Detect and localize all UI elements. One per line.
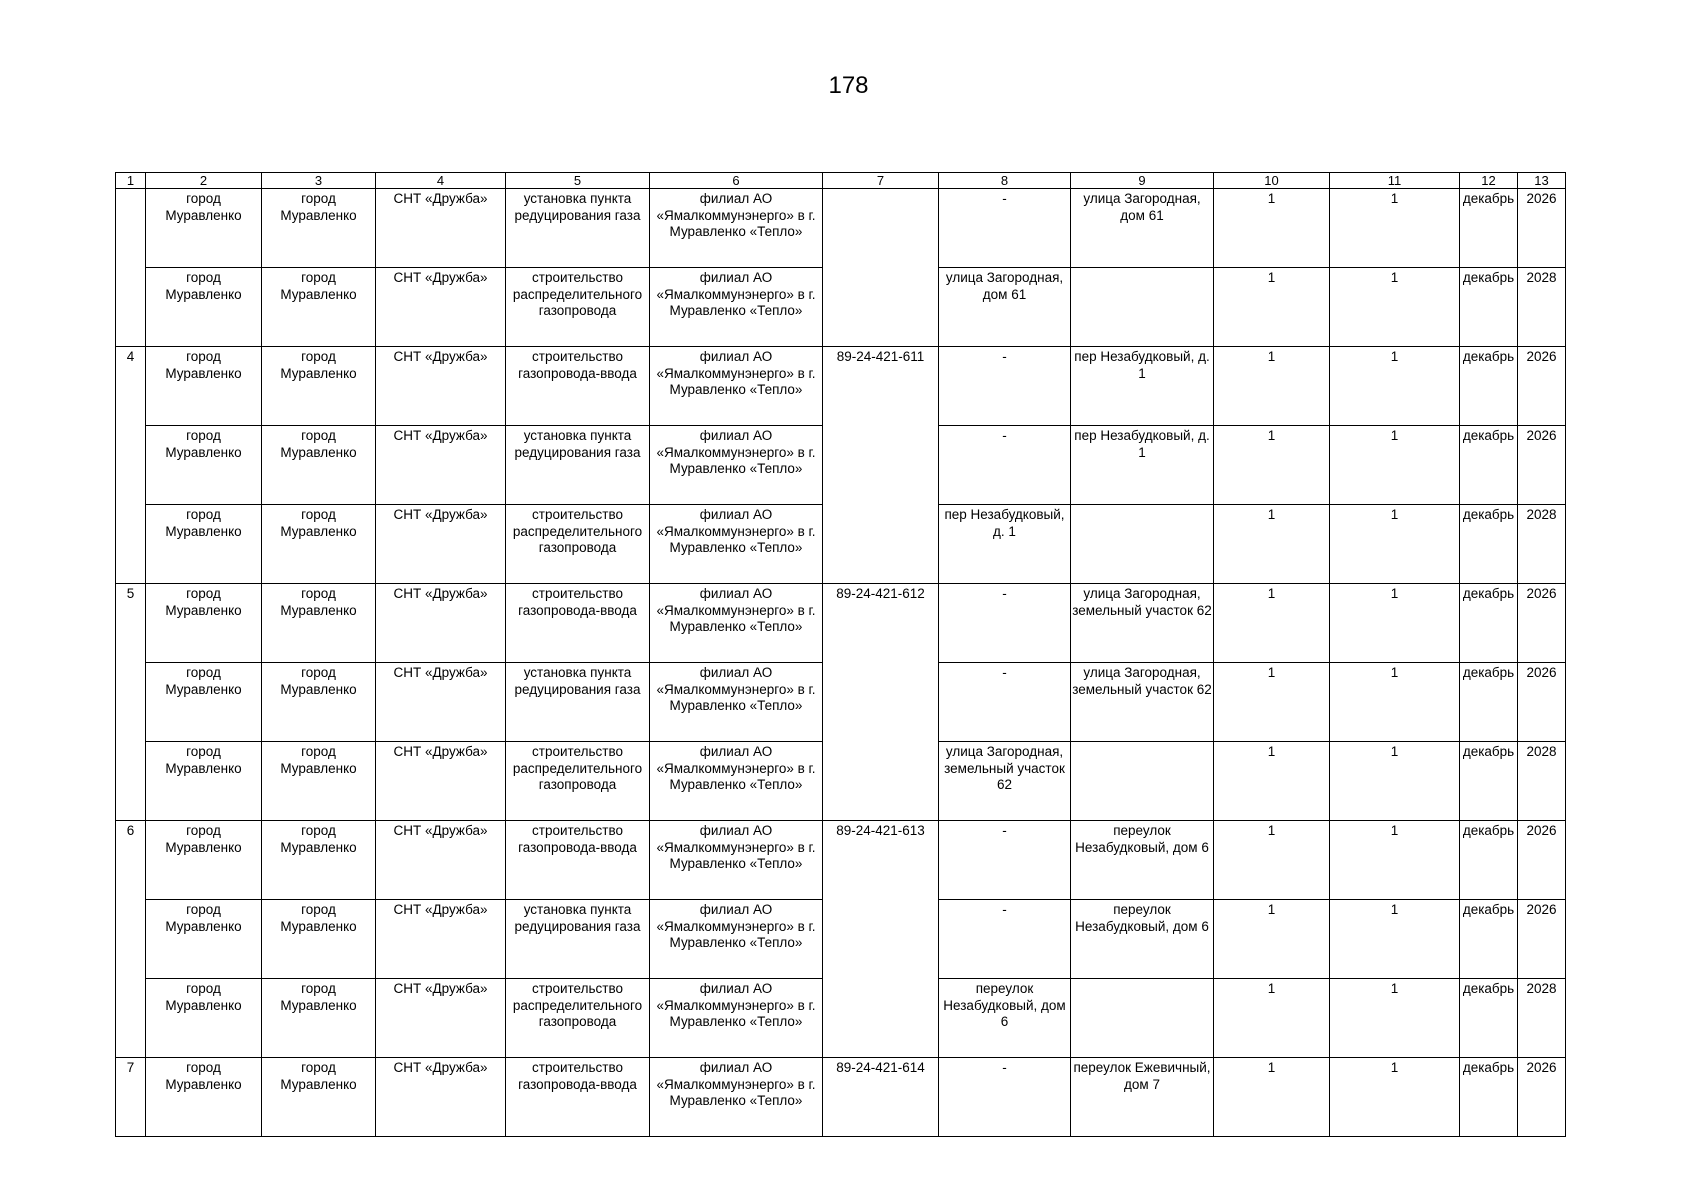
- col11-cell: 1: [1330, 821, 1460, 900]
- column-header: 12: [1460, 173, 1518, 189]
- address-col9-cell: пер Незабудковый, д. 1: [1071, 347, 1214, 426]
- work-type-cell: строительство распределительного газопровода: [506, 268, 650, 347]
- organization-cell: филиал АО «Ямалкоммунэнерго» в г. Муравленко «Тепло»: [650, 505, 823, 584]
- work-type-cell: строительство газопровода-ввода: [506, 821, 650, 900]
- table-row: [116, 426, 1566, 505]
- table-row: [116, 268, 1566, 347]
- column-header: 2: [146, 173, 262, 189]
- settlement-cell: город Муравленко: [262, 189, 376, 268]
- col11-cell: 1: [1330, 979, 1460, 1058]
- snt-cell: СНТ «Дружба»: [376, 426, 506, 505]
- col10-cell: 1: [1214, 742, 1330, 821]
- code-cell: [823, 505, 939, 584]
- work-type-cell: строительство газопровода-ввода: [506, 347, 650, 426]
- code-cell: [823, 742, 939, 821]
- year-cell: 2026: [1518, 821, 1566, 900]
- settlement-cell: город Муравленко: [262, 426, 376, 505]
- data-table: [115, 172, 1566, 1137]
- address-col8-cell: улица Загородная, дом 61: [939, 268, 1071, 347]
- address-col9-cell: улица Загородная, земельный участок 62: [1071, 584, 1214, 663]
- row-number-cell: 7: [116, 1058, 146, 1137]
- address-col8-cell: -: [939, 347, 1071, 426]
- work-type-cell: строительство распределительного газопровода: [506, 979, 650, 1058]
- snt-cell: СНТ «Дружба»: [376, 268, 506, 347]
- year-cell: 2028: [1518, 742, 1566, 821]
- code-cell: [823, 663, 939, 742]
- col11-cell: 1: [1330, 1058, 1460, 1137]
- year-cell: 2026: [1518, 900, 1566, 979]
- municipality-cell: город Муравленко: [146, 426, 262, 505]
- work-type-cell: строительство распределительного газопровода: [506, 505, 650, 584]
- address-col8-cell: -: [939, 821, 1071, 900]
- snt-cell: СНТ «Дружба»: [376, 663, 506, 742]
- snt-cell: СНТ «Дружба»: [376, 900, 506, 979]
- col11-cell: 1: [1330, 742, 1460, 821]
- code-cell: 89-24-421-614: [823, 1058, 939, 1137]
- table-row: [116, 742, 1566, 821]
- month-cell: декабрь: [1460, 663, 1518, 742]
- row-number-cell: [116, 663, 146, 742]
- table-row: [116, 584, 1566, 663]
- month-cell: декабрь: [1460, 426, 1518, 505]
- table-row: [116, 189, 1566, 268]
- settlement-cell: город Муравленко: [262, 347, 376, 426]
- municipality-cell: город Муравленко: [146, 347, 262, 426]
- code-cell: [823, 189, 939, 268]
- col11-cell: 1: [1330, 347, 1460, 426]
- address-col8-cell: переулок Незабудковый, дом 6: [939, 979, 1071, 1058]
- col10-cell: 1: [1214, 900, 1330, 979]
- settlement-cell: город Муравленко: [262, 979, 376, 1058]
- work-type-cell: строительство газопровода-ввода: [506, 1058, 650, 1137]
- address-col9-cell: [1071, 268, 1214, 347]
- code-cell: [823, 979, 939, 1058]
- month-cell: декабрь: [1460, 979, 1518, 1058]
- year-cell: 2026: [1518, 1058, 1566, 1137]
- code-cell: [823, 268, 939, 347]
- row-number-cell: 6: [116, 821, 146, 900]
- municipality-cell: город Муравленко: [146, 900, 262, 979]
- organization-cell: филиал АО «Ямалкоммунэнерго» в г. Муравленко «Тепло»: [650, 742, 823, 821]
- municipality-cell: город Муравленко: [146, 584, 262, 663]
- page-number: 178: [828, 72, 869, 99]
- month-cell: декабрь: [1460, 268, 1518, 347]
- col10-cell: 1: [1214, 821, 1330, 900]
- row-number-cell: [116, 900, 146, 979]
- settlement-cell: город Муравленко: [262, 900, 376, 979]
- organization-cell: филиал АО «Ямалкоммунэнерго» в г. Муравленко «Тепло»: [650, 900, 823, 979]
- col10-cell: 1: [1214, 189, 1330, 268]
- settlement-cell: город Муравленко: [262, 268, 376, 347]
- settlement-cell: город Муравленко: [262, 742, 376, 821]
- month-cell: декабрь: [1460, 1058, 1518, 1137]
- table-row: [116, 663, 1566, 742]
- work-type-cell: установка пункта редуцирования газа: [506, 900, 650, 979]
- header-row: [116, 173, 1566, 189]
- column-header: 13: [1518, 173, 1566, 189]
- column-header: 3: [262, 173, 376, 189]
- month-cell: декабрь: [1460, 584, 1518, 663]
- year-cell: 2026: [1518, 426, 1566, 505]
- snt-cell: СНТ «Дружба»: [376, 347, 506, 426]
- address-col9-cell: улица Загородная, дом 61: [1071, 189, 1214, 268]
- organization-cell: филиал АО «Ямалкоммунэнерго» в г. Муравленко «Тепло»: [650, 663, 823, 742]
- municipality-cell: город Муравленко: [146, 979, 262, 1058]
- address-col9-cell: [1071, 979, 1214, 1058]
- table-row: [116, 979, 1566, 1058]
- col11-cell: 1: [1330, 268, 1460, 347]
- snt-cell: СНТ «Дружба»: [376, 505, 506, 584]
- year-cell: 2026: [1518, 189, 1566, 268]
- code-cell: 89-24-421-611: [823, 347, 939, 426]
- column-header: 6: [650, 173, 823, 189]
- organization-cell: филиал АО «Ямалкоммунэнерго» в г. Муравленко «Тепло»: [650, 979, 823, 1058]
- column-header: 10: [1214, 173, 1330, 189]
- municipality-cell: город Муравленко: [146, 189, 262, 268]
- row-number-cell: [116, 505, 146, 584]
- code-cell: 89-24-421-613: [823, 821, 939, 900]
- work-type-cell: установка пункта редуцирования газа: [506, 663, 650, 742]
- col10-cell: 1: [1214, 1058, 1330, 1137]
- municipality-cell: город Муравленко: [146, 505, 262, 584]
- organization-cell: филиал АО «Ямалкоммунэнерго» в г. Муравленко «Тепло»: [650, 1058, 823, 1137]
- row-number-cell: [116, 742, 146, 821]
- address-col8-cell: пер Незабудковый, д. 1: [939, 505, 1071, 584]
- year-cell: 2028: [1518, 268, 1566, 347]
- row-number-cell: [116, 268, 146, 347]
- col10-cell: 1: [1214, 426, 1330, 505]
- address-col9-cell: пер Незабудковый, д. 1: [1071, 426, 1214, 505]
- table-row: [116, 1058, 1566, 1137]
- col11-cell: 1: [1330, 900, 1460, 979]
- snt-cell: СНТ «Дружба»: [376, 189, 506, 268]
- col10-cell: 1: [1214, 268, 1330, 347]
- table-row: [116, 900, 1566, 979]
- column-header: 11: [1330, 173, 1460, 189]
- settlement-cell: город Муравленко: [262, 584, 376, 663]
- municipality-cell: город Муравленко: [146, 268, 262, 347]
- address-col8-cell: -: [939, 584, 1071, 663]
- address-col9-cell: переулок Ежевичный, дом 7: [1071, 1058, 1214, 1137]
- month-cell: декабрь: [1460, 742, 1518, 821]
- snt-cell: СНТ «Дружба»: [376, 821, 506, 900]
- row-number-cell: 4: [116, 347, 146, 426]
- col11-cell: 1: [1330, 505, 1460, 584]
- col10-cell: 1: [1214, 979, 1330, 1058]
- work-type-cell: установка пункта редуцирования газа: [506, 189, 650, 268]
- settlement-cell: город Муравленко: [262, 1058, 376, 1137]
- col11-cell: 1: [1330, 189, 1460, 268]
- snt-cell: СНТ «Дружба»: [376, 584, 506, 663]
- municipality-cell: город Муравленко: [146, 663, 262, 742]
- col10-cell: 1: [1214, 663, 1330, 742]
- year-cell: 2028: [1518, 505, 1566, 584]
- month-cell: декабрь: [1460, 189, 1518, 268]
- organization-cell: филиал АО «Ямалкоммунэнерго» в г. Муравленко «Тепло»: [650, 268, 823, 347]
- code-cell: [823, 426, 939, 505]
- municipality-cell: город Муравленко: [146, 1058, 262, 1137]
- code-cell: [823, 900, 939, 979]
- col11-cell: 1: [1330, 426, 1460, 505]
- table-row: [116, 505, 1566, 584]
- col11-cell: 1: [1330, 663, 1460, 742]
- settlement-cell: город Муравленко: [262, 821, 376, 900]
- column-header: 8: [939, 173, 1071, 189]
- organization-cell: филиал АО «Ямалкоммунэнерго» в г. Муравленко «Тепло»: [650, 426, 823, 505]
- month-cell: декабрь: [1460, 900, 1518, 979]
- address-col8-cell: улица Загородная, земельный участок 62: [939, 742, 1071, 821]
- snt-cell: СНТ «Дружба»: [376, 742, 506, 821]
- address-col9-cell: переулок Незабудковый, дом 6: [1071, 900, 1214, 979]
- address-col8-cell: -: [939, 663, 1071, 742]
- settlement-cell: город Муравленко: [262, 663, 376, 742]
- column-header: 5: [506, 173, 650, 189]
- municipality-cell: город Муравленко: [146, 742, 262, 821]
- address-col8-cell: -: [939, 1058, 1071, 1137]
- organization-cell: филиал АО «Ямалкоммунэнерго» в г. Муравленко «Тепло»: [650, 584, 823, 663]
- table-row: [116, 821, 1566, 900]
- month-cell: декабрь: [1460, 347, 1518, 426]
- organization-cell: филиал АО «Ямалкоммунэнерго» в г. Муравленко «Тепло»: [650, 821, 823, 900]
- month-cell: декабрь: [1460, 821, 1518, 900]
- snt-cell: СНТ «Дружба»: [376, 979, 506, 1058]
- row-number-cell: [116, 189, 146, 268]
- month-cell: декабрь: [1460, 505, 1518, 584]
- address-col9-cell: переулок Незабудковый, дом 6: [1071, 821, 1214, 900]
- row-number-cell: 5: [116, 584, 146, 663]
- col10-cell: 1: [1214, 347, 1330, 426]
- work-type-cell: установка пункта редуцирования газа: [506, 426, 650, 505]
- column-header: 7: [823, 173, 939, 189]
- row-number-cell: [116, 979, 146, 1058]
- code-cell: 89-24-421-612: [823, 584, 939, 663]
- work-type-cell: строительство газопровода-ввода: [506, 584, 650, 663]
- address-col9-cell: [1071, 505, 1214, 584]
- year-cell: 2026: [1518, 663, 1566, 742]
- address-col9-cell: [1071, 742, 1214, 821]
- year-cell: 2026: [1518, 347, 1566, 426]
- municipality-cell: город Муравленко: [146, 821, 262, 900]
- col11-cell: 1: [1330, 584, 1460, 663]
- year-cell: 2026: [1518, 584, 1566, 663]
- work-type-cell: строительство распределительного газопровода: [506, 742, 650, 821]
- address-col8-cell: -: [939, 426, 1071, 505]
- col10-cell: 1: [1214, 505, 1330, 584]
- organization-cell: филиал АО «Ямалкоммунэнерго» в г. Муравленко «Тепло»: [650, 189, 823, 268]
- organization-cell: филиал АО «Ямалкоммунэнерго» в г. Муравленко «Тепло»: [650, 347, 823, 426]
- snt-cell: СНТ «Дружба»: [376, 1058, 506, 1137]
- column-header: 1: [116, 173, 146, 189]
- column-header: 9: [1071, 173, 1214, 189]
- address-col8-cell: -: [939, 189, 1071, 268]
- settlement-cell: город Муравленко: [262, 505, 376, 584]
- year-cell: 2028: [1518, 979, 1566, 1058]
- address-col9-cell: улица Загородная, земельный участок 62: [1071, 663, 1214, 742]
- col10-cell: 1: [1214, 584, 1330, 663]
- table-row: [116, 347, 1566, 426]
- row-number-cell: [116, 426, 146, 505]
- address-col8-cell: -: [939, 900, 1071, 979]
- column-header: 4: [376, 173, 506, 189]
